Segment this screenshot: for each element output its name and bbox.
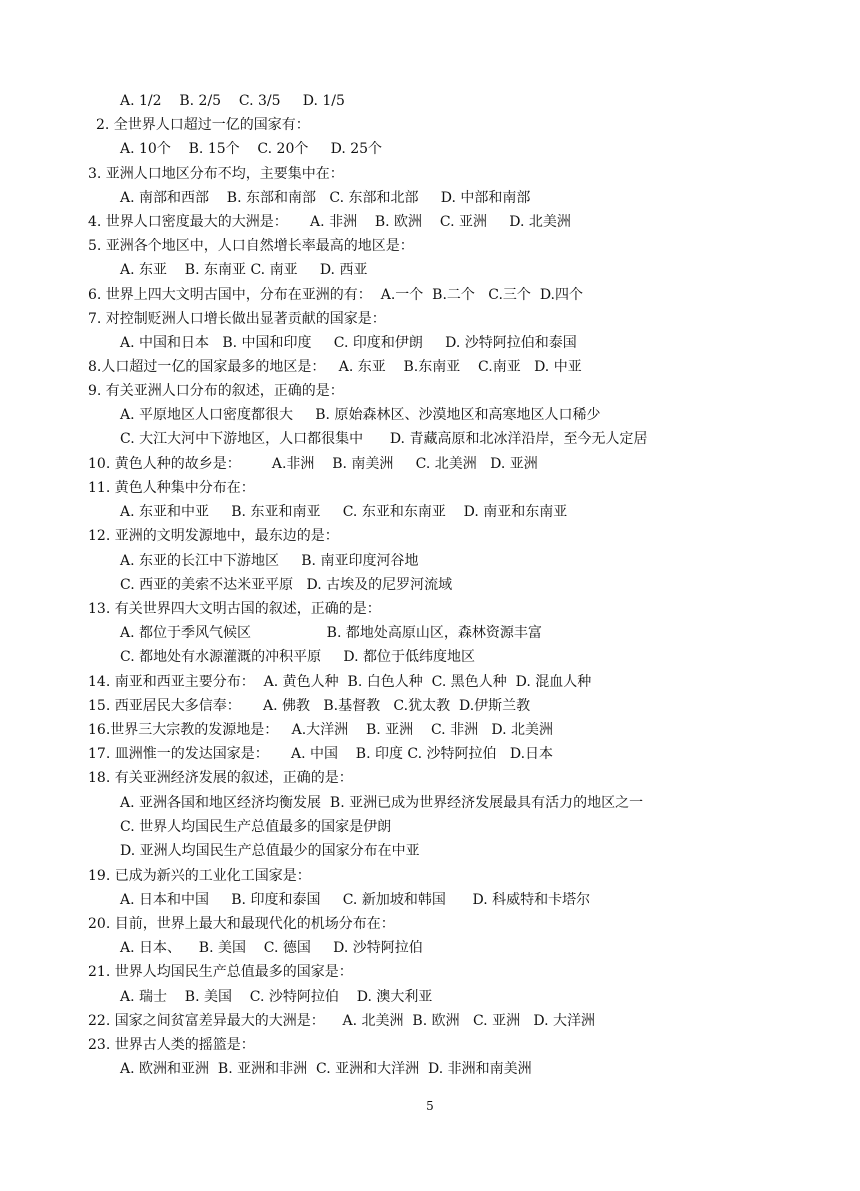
question-line: 22. 国家之间贫富差异最大的大洲是： A. 北美洲 B. 欧洲 C. 亚洲 D. 大洋洲 [88,1013,596,1029]
page-number: 5 [426,1099,434,1113]
question-line: 20. 目前，世界上最大和最现代化的机场分布在： [88,916,395,932]
option-line: A. 日本和中国 B. 印度和泰国 C. 新加坡和韩国 D. 科威特和卡塔尔 [120,892,591,908]
question-line: 7. 对控制贬洲人口增长做出显著贡献的国家是： [88,311,386,327]
option-line: A. 10个 B. 15个 C. 20个 D. 25个 [120,141,383,157]
option-line: A. 瑞士 B. 美国 C. 沙特阿拉伯 D. 澳大利亚 [120,989,433,1005]
question-line: 21. 世界人均国民生产总值最多的国家是： [88,964,353,980]
option-line: C. 世界人均国民生产总值最多的国家是伊朗 [120,819,392,835]
option-line: A. 都位于季风气候区 B. 都地处高原山区，森林资源丰富 [120,625,542,641]
option-line: A. 中国和日本 B. 中国和印度 C. 印度和伊朗 D. 沙特阿拉伯和泰国 [120,335,577,351]
question-line: 15. 西亚居民大多信奉： A. 佛教 B.基督教 C.犹太教 D.伊斯兰教 [88,698,531,714]
option-line: A. 东亚 B. 东南亚 C. 南亚 D. 西亚 [120,262,368,278]
question-line: 19. 已成为新兴的工业化工国家是： [88,868,311,884]
option-line: A. 日本、 B. 美国 C. 德国 D. 沙特阿拉伯 [120,940,423,956]
option-line: D. 亚洲人均国民生产总值最少的国家分布在中亚 [120,843,420,859]
question-line: 4. 世界人口密度最大的大洲是： A. 非洲 B. 欧洲 C. 亚洲 D. 北美洲 [88,214,571,230]
question-line: 23. 世界古人类的摇篮是： [88,1037,255,1053]
question-line: 2. 全世界人口超过一亿的国家有： [96,117,310,133]
option-line: C. 都地处有水源灌溉的冲积平原 D. 都位于低纬度地区 [120,649,475,665]
question-line: 9. 有关亚洲人口分布的叙述，正确的是： [88,383,344,399]
question-line: 12. 亚洲的文明发源地中，最东边的是： [88,528,339,544]
option-line: A. 南部和西部 B. 东部和南部 C. 东部和北部 D. 中部和南部 [120,190,531,206]
option-line: A. 东亚的长江中下游地区 B. 南亚印度河谷地 [120,553,419,569]
option-line: A. 欧洲和亚洲 B. 亚洲和非洲 C. 亚洲和大洋洲 D. 非洲和南美洲 [120,1061,532,1077]
question-line: 3. 亚洲人口地区分布不均，主要集中在： [88,166,344,182]
question-line: 6. 世界上四大文明古国中，分布在亚洲的有： A.一个 B.二个 C.三个 D.四个 [88,287,583,303]
option-line: C. 西亚的美索不达米亚平原 D. 古埃及的尼罗河流域 [120,577,453,593]
question-line: 14. 南亚和西亚主要分布： A. 黄色人种 B. 白色人种 C. 黑色人种 D. 混血人种 [88,674,592,690]
option-line: A. 1/2 B. 2/5 C. 3/5 D. 1/5 [120,93,345,109]
question-line: 18. 有关亚洲经济发展的叙述，正确的是： [88,770,353,786]
question-line: 10. 黄色人种的故乡是： A.非洲 B. 南美洲 C. 北美洲 D. 亚洲 [88,456,538,472]
question-line: 16.世界三大宗教的发源地是： A.大洋洲 B. 亚洲 C. 非洲 D. 北美洲 [88,722,554,738]
question-line: 5. 亚洲各个地区中，人口自然增长率最高的地区是： [88,238,414,254]
option-line: A. 亚洲各国和地区经济均衡发展 B. 亚洲已成为世界经济发展最具有活力的地区之一 [120,795,644,811]
question-line: 8.人口超过一亿的国家最多的地区是： A. 东亚 B.东南亚 C.南亚 D. 中亚 [88,359,582,375]
question-line: 13. 有关世界四大文明古国的叙述，正确的是： [88,601,381,617]
option-line: C. 大江大河中下游地区，人口都很集中 D. 青藏高原和北冰洋沿岸，至今无人定居 [120,431,648,447]
option-line: A. 东亚和中亚 B. 东亚和南亚 C. 东亚和东南亚 D. 南亚和东南亚 [120,504,568,520]
option-line: A. 平原地区人口密度都很大 B. 原始森林区、沙漠地区和高寒地区人口稀少 [120,407,601,423]
question-line: 17. 皿洲惟一的发达国家是： A. 中国 B. 印度 C. 沙特阿拉伯 D.日本 [88,746,554,762]
question-line: 11. 黄色人种集中分布在： [88,480,255,496]
